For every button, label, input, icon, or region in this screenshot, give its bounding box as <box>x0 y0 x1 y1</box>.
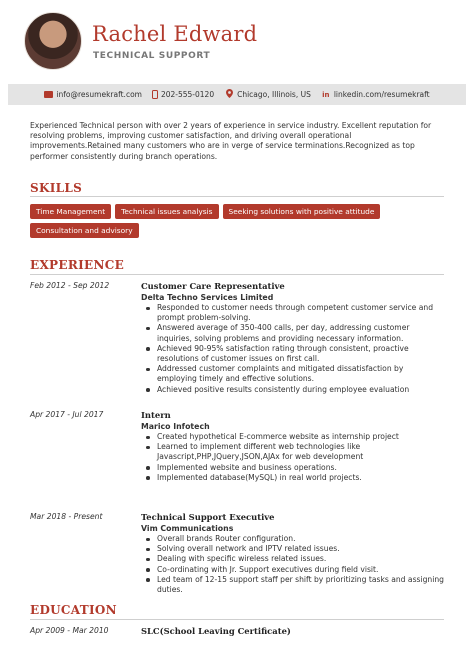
location-pin-icon <box>224 89 234 100</box>
job-bullet: Learned to implement different web technologies like Javascript,PHP,JQuery,JSON,AJAx for web development <box>141 442 444 462</box>
contact-phone-text: 202-555-0120 <box>160 90 215 99</box>
linkedin-icon: in <box>322 90 330 99</box>
skill-tag: Seeking solutions with positive attitude <box>223 204 381 219</box>
job-company: Marico Infotech <box>141 422 210 431</box>
contact-bar <box>8 84 466 105</box>
contact-location-text: Chicago, Illinois, US <box>237 90 311 99</box>
job-company: Vim Communications <box>141 524 234 533</box>
job-bullet: Implemented website and business operations. <box>141 463 444 473</box>
experience-heading: EXPERIENCE <box>30 258 125 272</box>
phone-icon <box>152 90 158 99</box>
education-title: SLC(School Leaving Certificate) <box>141 626 291 636</box>
skill-tag: Time Management <box>30 204 111 219</box>
skills-list <box>30 204 444 238</box>
contact-linkedin[interactable] <box>321 90 430 99</box>
job-title: Intern <box>141 410 171 420</box>
job-bullet: Co-ordinating with Jr. Support executives during field visit. <box>141 565 444 575</box>
job-body <box>141 410 444 483</box>
contact-phone[interactable] <box>152 90 214 99</box>
contact-email-text: info@resumekraft.com <box>56 90 142 99</box>
job-bullet: Addressed customer complaints and mitigated dissatisfaction by employing timely and effective solutions. <box>141 364 444 384</box>
contact-location <box>224 89 311 100</box>
education-body <box>141 626 444 636</box>
job-title: Customer Care Representative <box>141 281 285 291</box>
education-divider <box>30 619 444 620</box>
envelope-icon <box>44 91 53 98</box>
job-date: Apr 2017 - Jul 2017 <box>30 410 104 419</box>
job-bullet: Created hypothetical E-commerce website as internship project <box>141 432 444 442</box>
job-bullet: Dealing with specific wireless related issues. <box>141 554 444 564</box>
job-company: Delta Techno Services Limited <box>141 293 274 302</box>
skill-tag: Technical issues analysis <box>115 204 218 219</box>
job-body <box>141 512 444 595</box>
experience-divider <box>30 274 444 275</box>
job-bullet: Solving overall network and IPTV related issues. <box>141 544 444 554</box>
skills-heading: SKILLS <box>30 181 83 195</box>
job-bullet: Overall brands Router configuration. <box>141 534 444 544</box>
skill-tag: Consultation and advisory <box>30 223 139 238</box>
education-date: Apr 2009 - Mar 2010 <box>30 626 109 635</box>
skills-divider <box>30 196 444 197</box>
education-heading: EDUCATION <box>30 603 117 617</box>
job-bullet: Led team of 12-15 support staff per shift by prioritizing tasks and assigning duties. <box>141 575 444 595</box>
job-bullet: Achieved positive results consistently during employee evaluation <box>141 385 444 395</box>
job-bullets <box>141 534 444 595</box>
job-bullet: Answered average of 350-400 calls, per day, addressing customer inquiries, solving problems and providing necessary information. <box>141 323 444 343</box>
job-bullet: Implemented database(MySQL) in real world projects. <box>141 473 444 483</box>
avatar <box>24 12 82 70</box>
candidate-role: TECHNICAL SUPPORT <box>93 51 211 61</box>
summary-text: Experienced Technical person with over 2 years of experience in service industry. Excellent reputation for resolving problems, improving customer satisfaction, and driving overall operational improvements.Retained many customers who are in verge of service terminations.Recognized as top performer consistently during branch operations. <box>30 121 432 161</box>
job-title: Technical Support Executive <box>141 512 275 522</box>
job-bullet: Responded to customer needs through competent customer service and prompt problem-solving. <box>141 303 444 323</box>
contact-email[interactable] <box>44 90 142 99</box>
job-body <box>141 281 444 395</box>
contact-linkedin-text: linkedin.com/resumekraft <box>333 90 430 99</box>
job-bullets <box>141 432 444 483</box>
job-date: Feb 2012 - Sep 2012 <box>30 281 110 290</box>
job-date: Mar 2018 - Present <box>30 512 103 521</box>
candidate-name: Rachel Edward <box>92 22 258 46</box>
job-bullets <box>141 303 444 395</box>
job-bullet: Achieved 90-95% satisfaction rating through consistent, proactive resolutions of customer issues on first call. <box>141 344 444 364</box>
